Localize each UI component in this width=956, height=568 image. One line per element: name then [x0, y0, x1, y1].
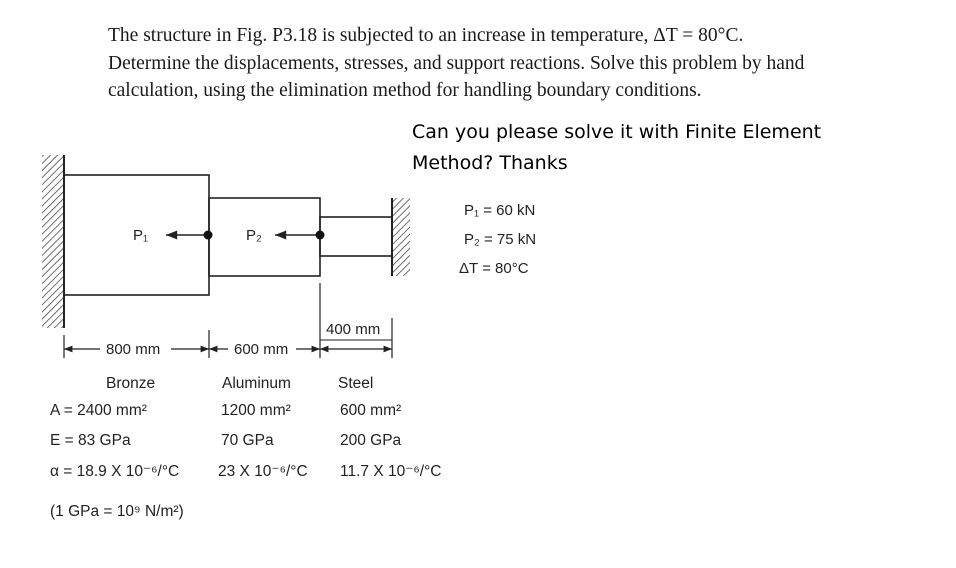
dimension-aluminum: 600 mm: [234, 341, 289, 358]
load-p2: [275, 231, 325, 240]
problem-line-2: Determine the displacements, stresses, and support reactions. Solve this problem by hand: [108, 52, 805, 74]
load-p1-label: P₁: [133, 227, 149, 244]
load-p1-value: P₁ = 60 kN: [464, 202, 536, 219]
load-p1: [166, 231, 213, 240]
steel-name: Steel: [338, 375, 374, 392]
steel-alpha: 11.7 X 10⁻⁶/°C: [340, 463, 442, 480]
aluminum-alpha: 23 X 10⁻⁶/°C: [218, 463, 308, 480]
steel-bar: [320, 217, 392, 256]
right-wall-support: [392, 198, 410, 276]
bronze-modulus: E = 83 GPa: [50, 432, 131, 449]
aluminum-bar: [209, 198, 320, 276]
aluminum-area: 1200 mm²: [221, 402, 291, 419]
load-p2-label: P₂: [246, 227, 262, 244]
steel-modulus: 200 GPa: [340, 432, 402, 449]
dimension-bronze: 800 mm: [106, 341, 161, 358]
bronze-alpha: α = 18.9 X 10⁻⁶/°C: [50, 463, 180, 480]
bronze-area: A = 2400 mm²: [50, 402, 147, 419]
aluminum-modulus: 70 GPa: [221, 432, 274, 449]
dimension-steel: 400 mm: [326, 321, 381, 338]
bronze-name: Bronze: [106, 375, 156, 392]
unit-note: (1 GPa = 10⁹ N/m²): [50, 503, 184, 520]
delta-t-value: ΔT = 80°C: [459, 260, 529, 277]
problem-line-1: The structure in Fig. P3.18 is subjected to an increase in temperature, ΔT = 80°C.: [108, 25, 744, 46]
question-line-1: Can you please solve it with Finite Element: [412, 121, 822, 143]
load-p2-value: P₂ = 75 kN: [464, 231, 537, 248]
left-wall-support: [42, 155, 64, 328]
question-line-2: Method? Thanks: [412, 152, 568, 174]
aluminum-name: Aluminum: [222, 375, 291, 392]
steel-area: 600 mm²: [340, 402, 402, 419]
problem-line-3: calculation, using the elimination method for handling boundary conditions.: [108, 80, 702, 101]
